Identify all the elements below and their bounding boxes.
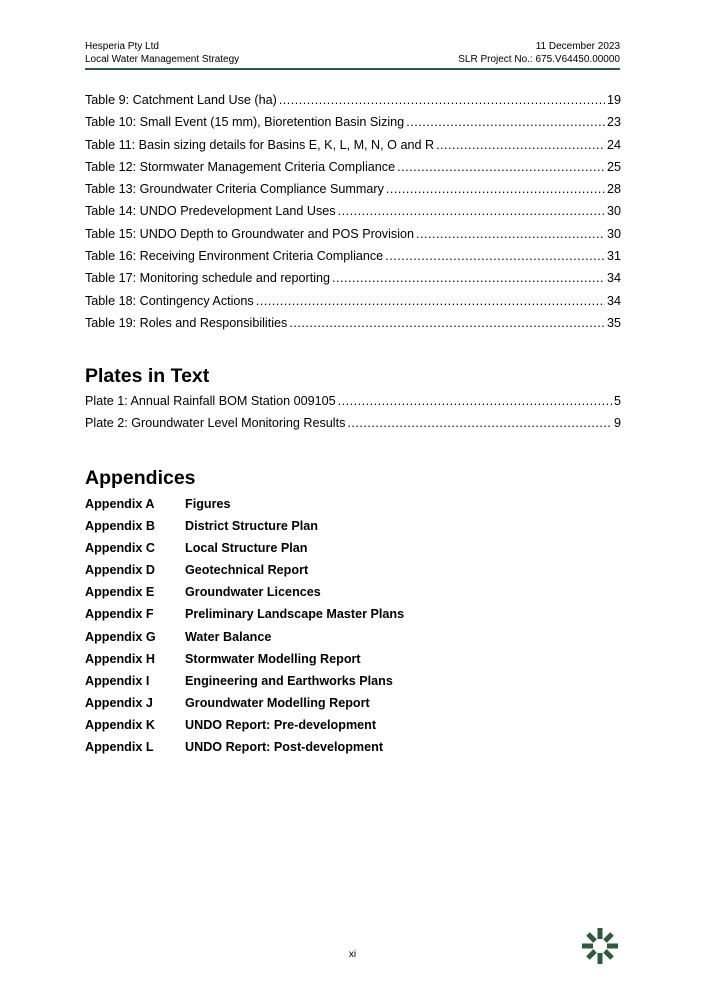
appendix-entry[interactable] (85, 515, 404, 537)
appendix-id: Appendix C (85, 541, 155, 556)
plate-toc-entry-label: Plate 2: Groundwater Level Monitoring Results (85, 416, 346, 431)
tables-toc-list (85, 89, 621, 334)
table-toc-entry-label: Table 18: Contingency Actions (85, 293, 254, 308)
appendix-entry[interactable] (85, 603, 404, 625)
appendix-title: Figures (185, 497, 231, 511)
appendix-entry[interactable] (85, 581, 404, 603)
appendix-entry[interactable] (85, 736, 404, 758)
appendix-title: Groundwater Modelling Report (185, 695, 370, 710)
appendices-heading: Appendices (85, 467, 196, 489)
appendix-entry[interactable] (85, 626, 404, 648)
table-toc-entry-label: Table 11: Basin sizing details for Basins E, K, L, M, N, O and R (85, 137, 435, 152)
table-toc-entry-label: Table 10: Small Event (15 mm), Bioretention Basin Sizing (85, 115, 405, 130)
appendix-title: District Structure Plan (185, 519, 318, 534)
appendix-title: Preliminary Landscape Master Plans (185, 607, 405, 622)
appendix-id: Appendix G (85, 629, 156, 644)
appendix-entry[interactable] (85, 692, 404, 714)
plate-toc-entry-page-number: 9 (613, 416, 621, 431)
table-toc-entry[interactable] (85, 290, 621, 312)
table-toc-entry-page-number: 23 (606, 115, 621, 130)
appendix-title: Local Structure Plan (185, 541, 308, 556)
appendix-id: Appendix F (85, 607, 154, 622)
appendix-entry[interactable] (85, 670, 404, 692)
appendix-title: Water Balance (185, 629, 272, 644)
appendix-title: UNDO Report: Pre-development (185, 717, 377, 732)
appendix-entry[interactable] (85, 714, 404, 736)
dot-leader (406, 111, 605, 133)
appendix-entry[interactable] (85, 648, 404, 670)
table-toc-entry-page-number: 30 (606, 226, 621, 241)
plate-toc-entry[interactable] (85, 412, 621, 434)
appendix-id: Appendix J (85, 695, 153, 710)
dot-leader (385, 245, 605, 267)
dot-leader (332, 267, 605, 289)
table-toc-entry[interactable] (85, 200, 621, 222)
table-toc-entry-page-number: 19 (606, 93, 621, 107)
appendix-id: Appendix H (85, 651, 155, 666)
table-toc-entry-label: Table 19: Roles and Responsibilities (85, 315, 288, 330)
appendix-id: Appendix A (85, 497, 155, 511)
appendix-title: Stormwater Modelling Report (185, 651, 361, 666)
dot-leader (289, 312, 605, 334)
table-toc-entry-page-number: 35 (606, 315, 621, 330)
dot-leader (279, 89, 605, 111)
plate-toc-entry-page-number: 5 (613, 394, 621, 408)
dot-leader (397, 156, 605, 178)
appendix-id: Appendix L (85, 740, 154, 755)
table-toc-entry[interactable] (85, 178, 621, 200)
dot-leader (338, 390, 612, 412)
appendix-title: UNDO Report: Post-development (185, 740, 384, 755)
appendix-id: Appendix I (85, 673, 150, 688)
appendix-entry[interactable] (85, 537, 404, 559)
table-toc-entry-label: Table 13: Groundwater Criteria Compliance Summary (85, 182, 384, 197)
table-toc-entry-page-number: 24 (606, 137, 621, 152)
table-toc-entry[interactable] (85, 245, 621, 267)
dot-leader (256, 290, 605, 312)
table-toc-entry-label: Table 14: UNDO Predevelopment Land Uses (85, 204, 336, 219)
appendices-list (85, 493, 404, 758)
table-toc-entry-label: Table 12: Stormwater Management Criteria Compliance (85, 159, 396, 174)
page-header (85, 41, 620, 66)
header-company: Hesperia Pty Ltd (85, 41, 159, 52)
plates-toc-list (85, 390, 621, 435)
dot-leader (386, 178, 605, 200)
slr-logo-icon (582, 928, 618, 964)
table-toc-entry[interactable] (85, 111, 621, 133)
appendix-id: Appendix B (85, 519, 155, 534)
appendix-entry[interactable] (85, 493, 404, 515)
plates-heading: Plates in Text (85, 365, 210, 387)
header-divider (85, 68, 620, 70)
plate-toc-entry-label: Plate 1: Annual Rainfall BOM Station 009105 (85, 394, 336, 408)
dot-leader (436, 134, 605, 156)
appendix-id: Appendix K (85, 717, 155, 732)
page-number: xi (348, 949, 357, 960)
table-toc-entry-label: Table 15: UNDO Depth to Groundwater and POS Provision (85, 226, 414, 241)
appendix-title: Groundwater Licences (185, 585, 321, 600)
appendix-id: Appendix E (85, 585, 155, 600)
table-toc-entry[interactable] (85, 89, 621, 111)
header-date: 11 December 2023 (535, 41, 620, 52)
plate-toc-entry[interactable] (85, 390, 621, 412)
table-toc-entry[interactable] (85, 134, 621, 156)
header-document-title: Local Water Management Strategy (85, 53, 240, 65)
header-project-number: SLR Project No.: 675.V64450.00000 (458, 53, 620, 65)
dot-leader (347, 412, 612, 434)
table-toc-entry[interactable] (85, 312, 621, 334)
table-toc-entry-label: Table 16: Receiving Environment Criteria Compliance (85, 249, 384, 264)
appendix-title: Geotechnical Report (185, 563, 309, 578)
table-toc-entry-page-number: 31 (606, 249, 621, 264)
table-toc-entry[interactable] (85, 267, 621, 289)
table-toc-entry[interactable] (85, 156, 621, 178)
appendix-title: Engineering and Earthworks Plans (185, 673, 393, 688)
table-toc-entry[interactable] (85, 223, 621, 245)
table-toc-entry-page-number: 34 (606, 293, 621, 308)
table-toc-entry-label: Table 17: Monitoring schedule and reporting (85, 271, 331, 286)
table-toc-entry-page-number: 28 (606, 182, 621, 197)
table-toc-entry-page-number: 34 (606, 271, 621, 286)
table-toc-entry-label: Table 9: Catchment Land Use (ha) (85, 93, 277, 107)
appendix-entry[interactable] (85, 559, 404, 581)
dot-leader (416, 223, 605, 245)
appendix-id: Appendix D (85, 563, 155, 578)
table-toc-entry-page-number: 30 (606, 204, 621, 219)
dot-leader (338, 200, 605, 222)
table-toc-entry-page-number: 25 (606, 159, 621, 174)
